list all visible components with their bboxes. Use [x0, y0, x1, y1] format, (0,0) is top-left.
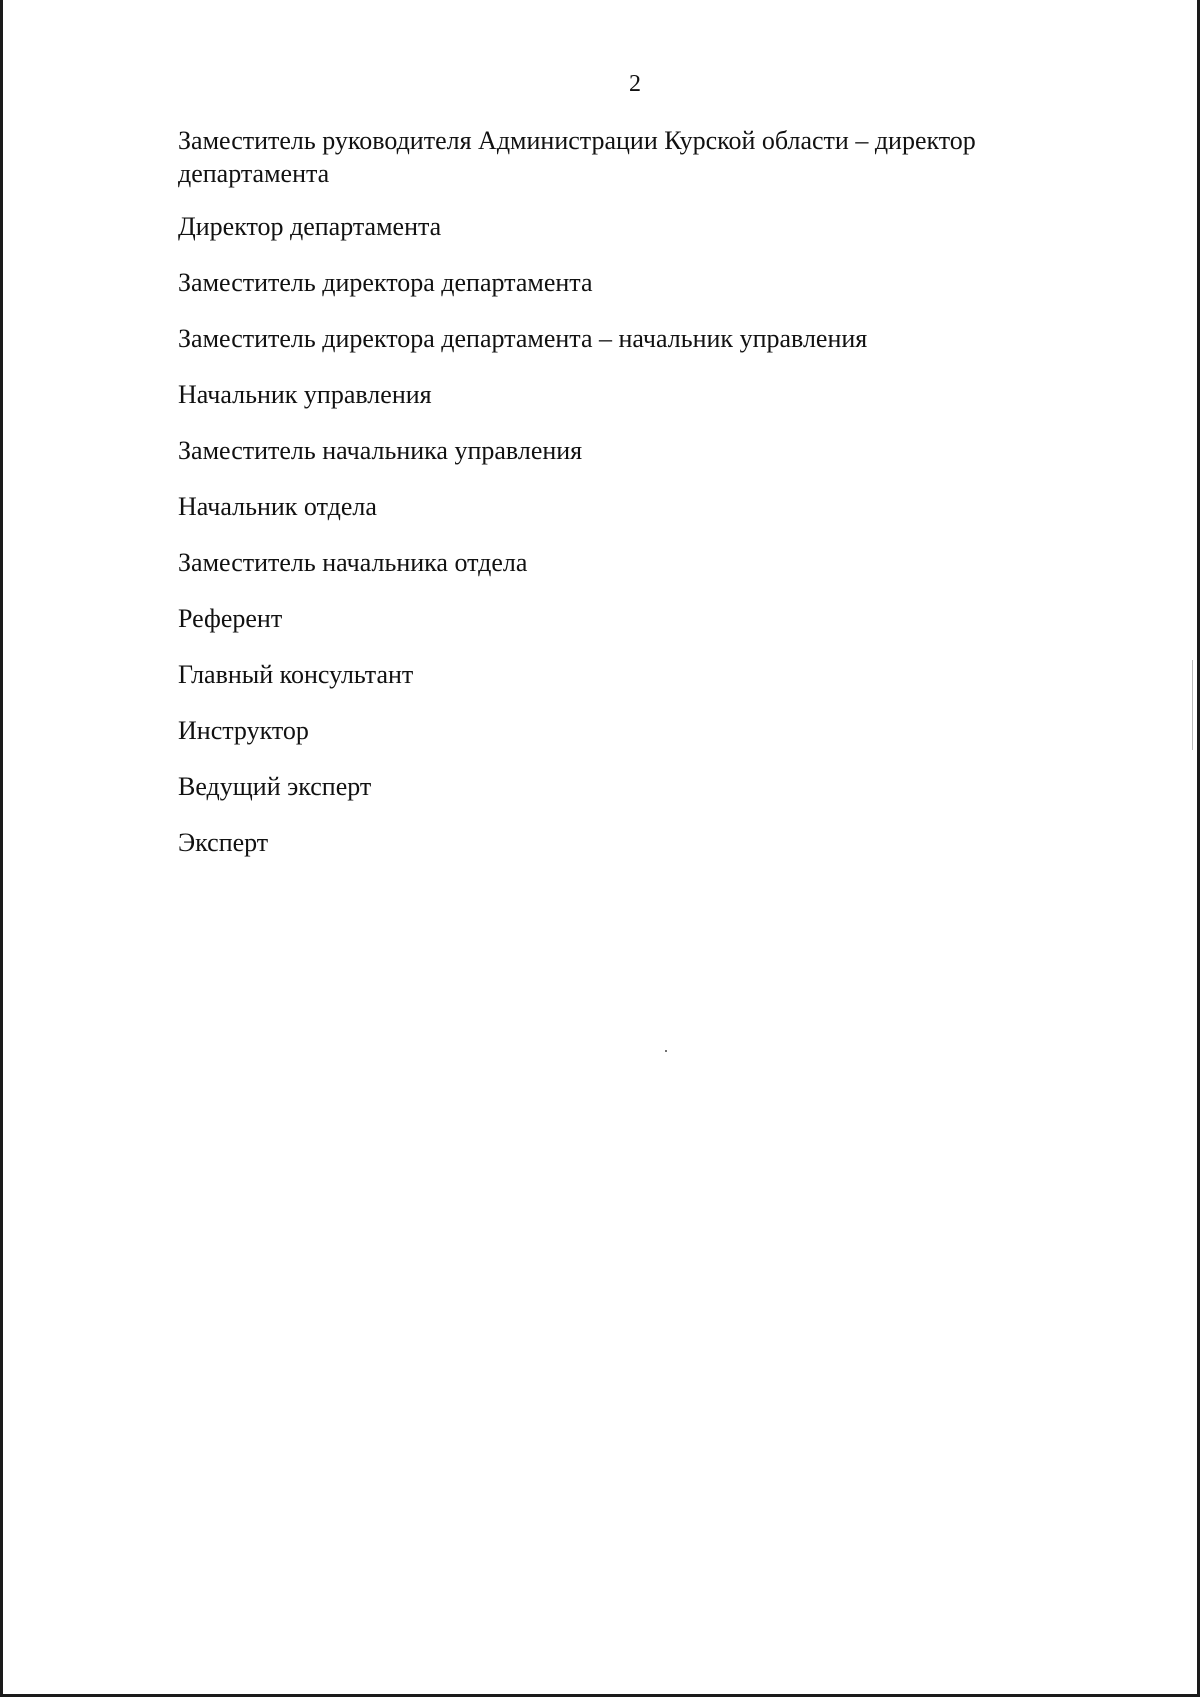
position-item: Начальник отдела [178, 492, 377, 521]
position-item: Начальник управления [178, 380, 432, 409]
position-item: Эксперт [178, 828, 269, 857]
scan-edge-left [0, 0, 3, 1697]
scan-speck [1192, 660, 1193, 750]
page-number: 2 [629, 71, 641, 97]
position-item: Заместитель директора департамента [178, 268, 593, 297]
position-item: Инструктор [178, 716, 309, 745]
position-item: Главный консультант [178, 660, 414, 689]
position-item: Заместитель руководителя Администрации Курской области – директор департамента [178, 126, 976, 188]
position-item: Директор департамента [178, 212, 442, 241]
position-item: Заместитель начальника управления [178, 436, 583, 465]
position-item: Референт [178, 604, 283, 633]
position-item: Заместитель начальника отдела [178, 548, 528, 577]
scan-dot [665, 1050, 667, 1052]
position-item: Ведущий эксперт [178, 772, 372, 801]
position-list [178, 124, 1078, 882]
position-item: Заместитель директора департамента – начальник управления [178, 324, 868, 353]
